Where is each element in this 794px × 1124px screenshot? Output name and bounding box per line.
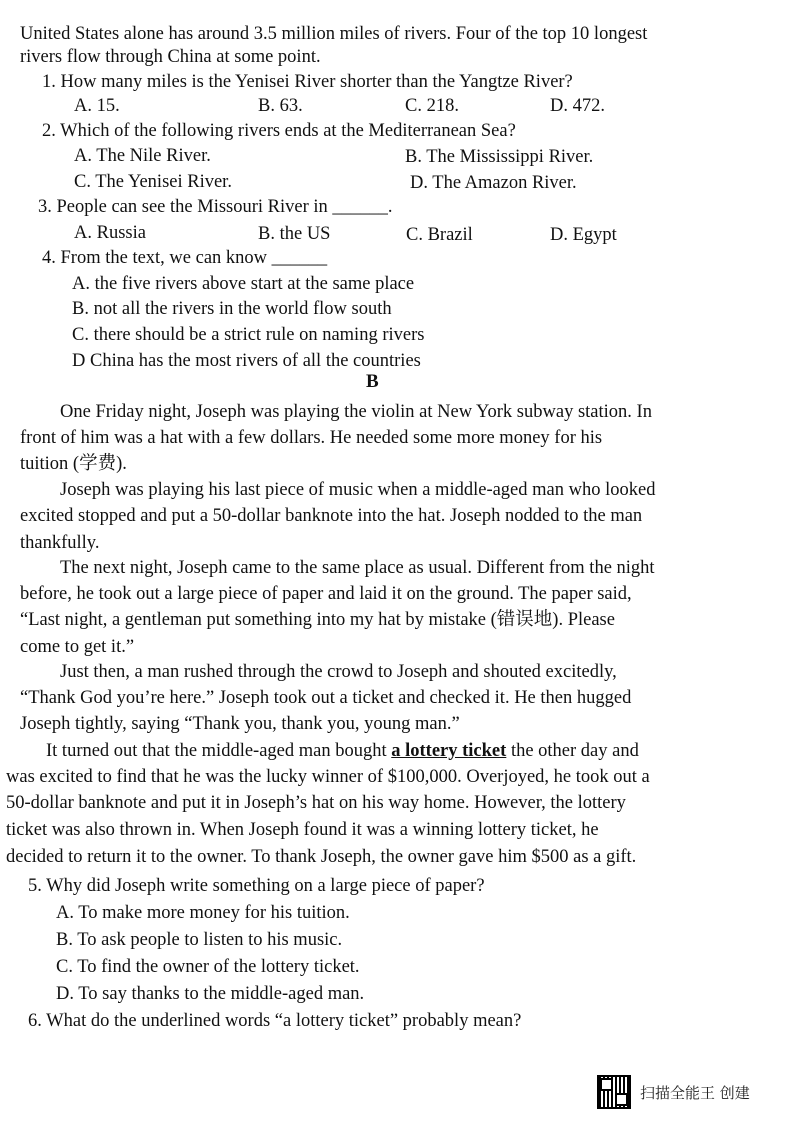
qr-code-icon (597, 1075, 631, 1109)
passage-p3-line-1: The next night, Joseph came to the same place as usual. Different from the night (60, 558, 655, 578)
question-4-option-b: B. not all the rivers in the world flow south (72, 299, 392, 319)
underlined-lottery-ticket: a lottery ticket (391, 741, 507, 761)
question-3-option-c: C. Brazil (406, 225, 473, 245)
question-4-stem: 4. From the text, we can know ______ (42, 248, 328, 268)
question-6-stem: 6. What do the underlined words “a lottery ticket” probably mean? (28, 1011, 522, 1031)
question-2-option-a: A. The Nile River. (74, 146, 211, 166)
passage-p5-line-4: ticket was also thrown in. When Joseph found it was a winning lottery ticket, he (6, 820, 599, 840)
question-3-option-a: A. Russia (74, 223, 146, 243)
passage-p1-line-1: One Friday night, Joseph was playing the violin at New York subway station. In (60, 402, 652, 422)
passage-p5-line-5: decided to return it to the owner. To thank Joseph, the owner gave him $500 as a gift. (6, 847, 637, 867)
passage-p4-line-3: Joseph tightly, saying “Thank you, thank you, young man.” (20, 714, 460, 734)
section-b-heading: B (366, 371, 379, 392)
passage-p1-line-3: tuition (学费). (20, 454, 127, 474)
intro-line-2: rivers flow through China at some point. (20, 47, 321, 67)
question-5-option-d: D. To say thanks to the middle-aged man. (56, 984, 365, 1004)
passage-p5-line-3: 50-dollar banknote and put it in Joseph’s hat on his way home. However, the lottery (6, 793, 626, 813)
passage-p2-line-1: Joseph was playing his last piece of music when a middle-aged man who looked (60, 480, 656, 500)
question-1-option-b: B. 63. (258, 96, 303, 116)
intro-line-1: United States alone has around 3.5 million miles of rivers. Four of the top 10 longest (20, 24, 648, 44)
question-5-option-a: A. To make more money for his tuition. (56, 903, 350, 923)
passage-p5-line-1 (46, 739, 639, 763)
question-5-option-b: B. To ask people to listen to his music. (56, 930, 343, 950)
passage-p5-line-1-start: It turned out that the middle-aged man bought (46, 741, 392, 761)
question-5-stem: 5. Why did Joseph write something on a large piece of paper? (28, 876, 485, 896)
passage-p1-line-2: front of him was a hat with a few dollars. He needed some more money for his (20, 428, 603, 448)
passage-p3-line-2: before, he took out a large piece of paper and laid it on the ground. The paper said, (20, 584, 632, 604)
question-4-option-a: A. the five rivers above start at the same place (72, 274, 415, 294)
passage-p3-line-4: come to get it.” (20, 637, 135, 657)
passage-p4-line-1: Just then, a man rushed through the crowd to Joseph and shouted excitedly, (60, 662, 617, 682)
passage-p5-line-1-end: the other day and (506, 741, 639, 761)
passage-p2-line-2: excited stopped and put a 50-dollar banknote into the hat. Joseph nodded to the man (20, 506, 643, 526)
passage-p3-line-3: “Last night, a gentleman put something into my hat by mistake (错误地). Please (20, 610, 615, 630)
question-4-option-d: D China has the most rivers of all the countries (72, 351, 421, 371)
question-2-stem: 2. Which of the following rivers ends at the Mediterranean Sea? (42, 121, 516, 141)
question-3-stem: 3. People can see the Missouri River in ______. (38, 197, 393, 217)
question-5-option-c: C. To find the owner of the lottery ticket. (56, 957, 360, 977)
question-3-option-d: D. Egypt (550, 225, 617, 245)
scanner-watermark: 扫描全能王 创建 (640, 1084, 750, 1102)
question-2-option-c: C. The Yenisei River. (74, 172, 232, 192)
question-1-stem: 1. How many miles is the Yenisei River shorter than the Yangtze River? (42, 72, 573, 92)
question-1-option-a: A. 15. (74, 96, 120, 116)
passage-p4-line-2: “Thank God you’re here.” Joseph took out a ticket and checked it. He then hugged (20, 688, 632, 708)
passage-p2-line-3: thankfully. (20, 533, 100, 553)
question-1-option-d: D. 472. (550, 96, 605, 116)
question-2-option-d: D. The Amazon River. (410, 173, 577, 193)
question-4-option-c: C. there should be a strict rule on naming rivers (72, 325, 425, 345)
question-2-option-b: B. The Mississippi River. (405, 147, 594, 167)
passage-p5-line-2: was excited to find that he was the lucky winner of $100,000. Overjoyed, he took out a (6, 767, 650, 787)
question-3-option-b: B. the US (258, 224, 331, 244)
question-1-option-c: C. 218. (405, 96, 459, 116)
